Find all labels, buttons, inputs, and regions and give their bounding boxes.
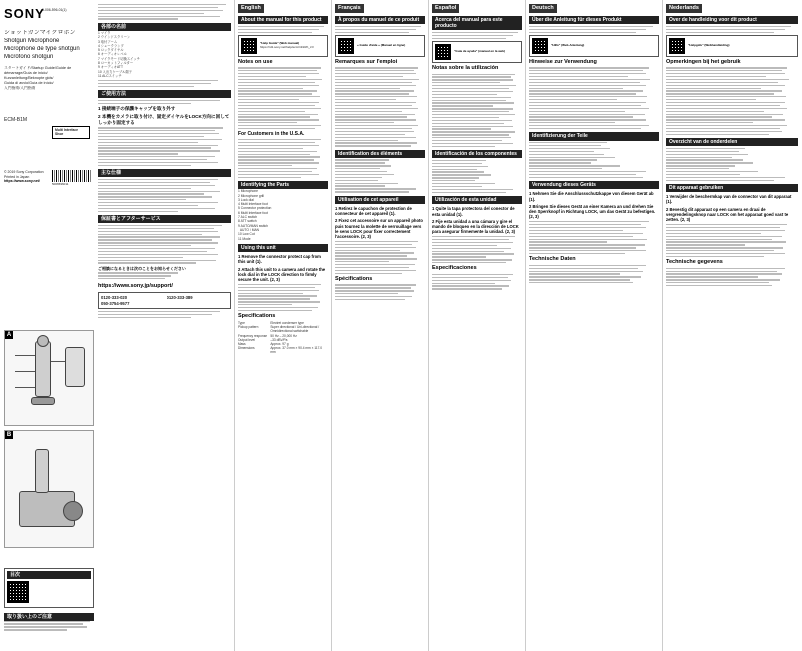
es-step-1: 1 Quite la tapa protectora del conector de esta unidad (1).	[432, 206, 515, 217]
guide-title: スタートガイド/Startup Guide/Guide de démarrage/Guía de inicio/ Kurzanleitung/Beknopte gids/ Guida di avvio/Guía de início/ 入門指南/入門指南	[4, 66, 72, 91]
fr-about-title: À propos du manuel de ce produit	[335, 16, 425, 24]
jp-support-title: ご相談になるときは次のことをお知らせください	[98, 265, 186, 271]
jp-column	[98, 0, 231, 651]
nl-identify-title: Overzicht van de onderdelen	[666, 138, 798, 146]
en-notes-title: Notes on use	[238, 58, 273, 65]
de-column	[529, 0, 659, 651]
de-notes-title: Hinweise zur Verwendung	[529, 58, 597, 65]
cover-column	[4, 0, 94, 651]
qr-code-icon	[241, 38, 257, 54]
en-specs-table: Type Electret condenser type Pickup pattern Super directional / Uni-directional / Omnidirectional switchable Frequency response 50 Hz – 20,000 Hz Output level –33 dBV/Pa Mass Approx. 97 g Dimensions Approx. 37.0 mm × 90.4 mm × 117.0 mm	[238, 321, 323, 355]
jp-usage-title: ご使用方法	[98, 90, 231, 98]
tab-english: English	[238, 4, 264, 13]
tab-german: Deutsch	[529, 4, 557, 13]
sony-logo: SONY	[4, 6, 45, 21]
en-about-title: About the manual for this product	[238, 16, 328, 24]
support-url[interactable]: https://www.sony.jp/support/	[98, 283, 173, 290]
en-us-customers-title: For Customers in the U.S.A.	[238, 131, 305, 138]
microphone-grill-illustration	[37, 335, 49, 347]
nl-column	[666, 0, 798, 651]
copyright: © 2019 Sony Corporation Printed in Japan https://www.sony.net/	[4, 170, 44, 184]
barcode-number: 5006596011	[52, 182, 69, 186]
fr-identify-title: Identification des éléments	[335, 150, 425, 158]
de-step-1: 1 Nehmen Sie die Anschlussschutzkappe von diesem Gerät ab (1).	[529, 191, 654, 202]
en-column	[238, 0, 328, 651]
fr-specs-title: Spécifications	[335, 275, 373, 282]
es-column	[432, 0, 522, 651]
es-step-2: 2 Fije esta unidad a una cámara y gire el mando de bloqueo en la dirección de LOCK para asegurar firmemente la unidad. (2, 3)	[432, 218, 519, 235]
es-notes-title: Notas sobre la utilización	[432, 65, 499, 72]
nl-using-title: Dit apparaat gebruiken	[666, 184, 798, 192]
fr-step-1: 1 Retirez le capuchon de protection de connecteur de cet appareil (1).	[335, 205, 412, 217]
nl-specs-title: Technische gegevens	[666, 259, 723, 266]
figure-a	[4, 330, 94, 426]
figure-a-label: A	[6, 332, 12, 338]
microphone-body-illustration	[35, 341, 51, 397]
de-identify-title: Identifizierung der Teile	[529, 132, 659, 140]
nl-step-2: 2 Bevestig dit apparaat op een camera en draai de vergrendelingsknop naar LOCK om het apparaat goed vast te zetten. (2, 3)	[666, 206, 789, 223]
fr-using-title: Utilisation de cet appareil	[335, 196, 425, 204]
tab-dutch: Nederlands	[666, 4, 702, 13]
en-step-2: 2 Attach this unit to a camera and rotate the lock dial in the LOCK direction to firmly secure the unit. (2, 3)	[238, 266, 326, 283]
side-view-illustration	[65, 347, 85, 387]
tab-french: Français	[335, 4, 364, 13]
en-step-1: 1 Remove the connector protect cap from this unit (1).	[238, 254, 321, 265]
nl-help-guide-box: "Helpgids" (Webhandleiding)	[666, 35, 798, 57]
multi-interface-shoe-logo: Multi Interface Shoe	[52, 126, 90, 139]
nl-step-1: 1 Verwijder de beschermkap van de connector van dit apparaat (1).	[666, 194, 792, 205]
en-parts-list: 1 Microphone 2 Microphone grill 3 Lock dial 4 Multi Interface foot 5 Connector protection 6 Multi Interface foot 7 ALC switch 8 ATT switch 9 AUTO/MAN switch AUTO / MAN 10 Low Cut 11 Mode	[238, 189, 272, 241]
jp-spec-title: 主な仕様	[98, 169, 231, 177]
es-using-title: Utilización de esta unidad	[432, 196, 522, 204]
jp-step-1: 1 接続端子の保護キャップを取り外す	[98, 105, 176, 111]
de-specs-title: Technische Daten	[529, 256, 576, 263]
fr-step-2: 2 Fixez cet accessoire sur un appareil photo puis tournez la molette de verrouillage vers le sens LOCK pour fixer correctement l'accessoire. (2, 3)	[335, 218, 423, 240]
tab-spanish: Español	[432, 4, 459, 13]
figure-b-label: B	[6, 432, 12, 438]
de-about-title: Über die Anleitung für dieses Produkt	[529, 16, 659, 24]
shoe-mount-illustration	[31, 397, 55, 405]
qr-code-icon	[7, 581, 29, 603]
jp-parts-list: 1 マイク 2 ウインドスクリーン 3 取付アーム 4 シュークランプ 5 ロックダイヤル 6 オーディオレベル 7 マイクモード切換スイッチ 8 ローカットフィルター 9 オーディオATT 10 入出力ケーブル端子 11 ALCスイッチ	[98, 31, 140, 78]
qr-code-icon	[669, 38, 685, 54]
de-help-guide-box: "Hilfe" (Web-Anleitung)	[529, 35, 659, 57]
nl-notes-title: Opmerkingen bij het gebruik	[666, 58, 741, 65]
jp-parts-title: 各部の名前	[98, 23, 231, 31]
en-using-title: Using this unit	[238, 244, 328, 252]
mounted-mic-illustration	[35, 449, 49, 493]
es-help-guide-box: "Guía de ayuda" (manual en la web)	[432, 41, 522, 63]
es-identify-title: Identificación de los componentes	[432, 150, 522, 158]
fr-column	[335, 0, 425, 651]
fr-help-guide-box: « Guide d'aide » (Manuel en ligne)	[335, 35, 425, 57]
qr-code-icon	[338, 38, 354, 54]
product-code: 5-006-596-01(1)	[42, 8, 67, 12]
de-step-2: 2 Bringen Sie dieses Gerät an einer Kamera an und drehen Sie den Sperrknopf in Richtung LOCK, um das Gerät zu befestigen. (2, 3)	[529, 203, 656, 220]
product-title: ショットガンマイクロホン Shotgun Microphone Microphone de type shotgun Micrófono shotgun	[4, 30, 80, 60]
barcode	[52, 170, 92, 182]
de-using-title: Verwendung dieses Geräts	[529, 181, 659, 189]
es-about-title: Acerca del manual para este producto	[432, 16, 522, 31]
en-identify-title: Identifying the Parts	[238, 181, 328, 189]
qr-code-icon	[435, 44, 451, 60]
jp-warranty-title: 保証書とアフターサービス	[98, 215, 231, 223]
figure-b	[4, 430, 94, 548]
en-specs-title: Specifications	[238, 313, 276, 320]
qr-code-icon	[532, 38, 548, 54]
es-specs-title: Especificaciones	[432, 265, 477, 272]
jp-handling-title: 取り扱い上のご注意	[4, 613, 94, 621]
model-number: ECM-B1M	[4, 117, 28, 124]
jp-phone-box: 0120-333-020 050-3754-9577 0120-333-389	[98, 292, 231, 309]
nl-about-title: Over de handleiding voor dit product	[666, 16, 798, 24]
jp-online-manual-box: 目次	[4, 568, 94, 608]
jp-step-2: 2 本機をカメラに取り付け、固定ダイヤルをLOCK方向に回してしっかり固定する	[98, 113, 230, 125]
lens-illustration	[63, 501, 83, 521]
fr-notes-title: Remarques sur l'emploi	[335, 58, 398, 65]
en-help-guide-box: "Help Guide" (Web manual) https://rd1.sony.net/help/ecm/1910/h_zz/	[238, 35, 328, 57]
